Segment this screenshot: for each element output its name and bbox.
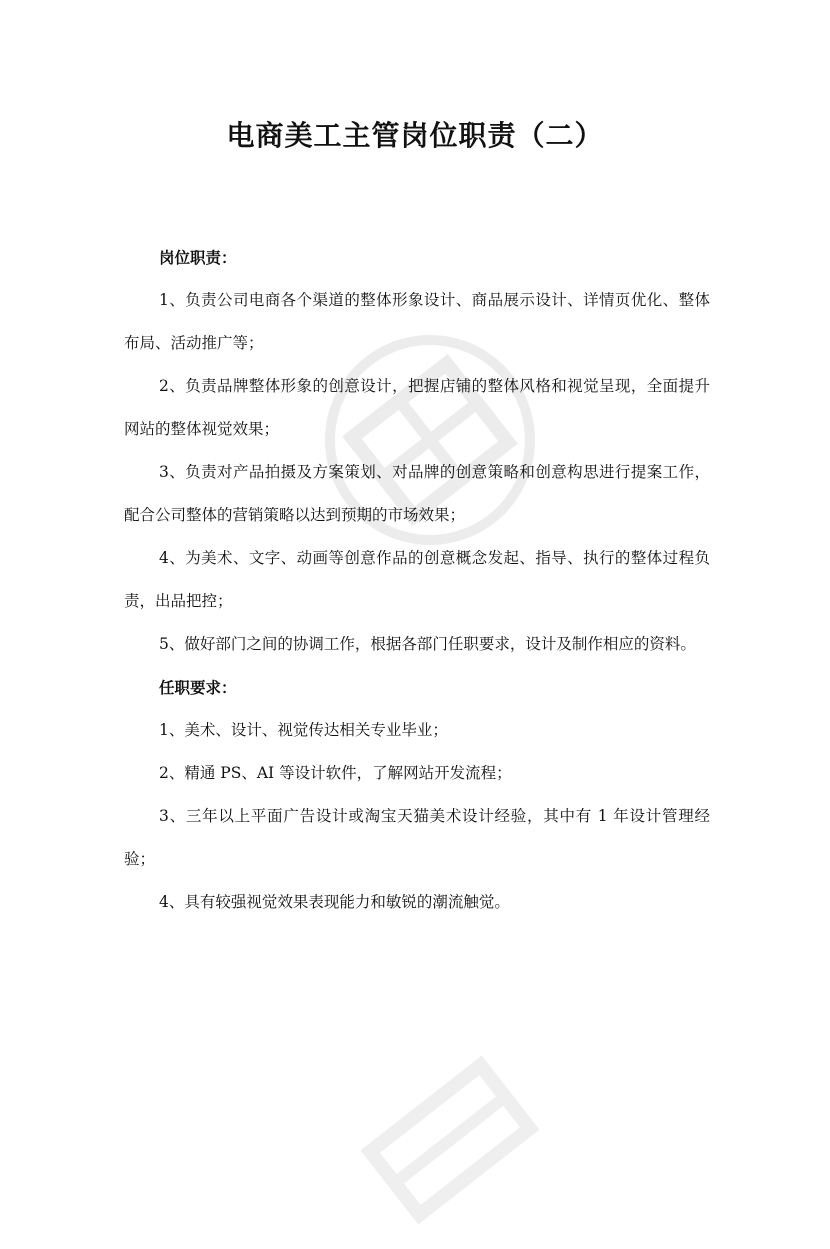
requirement-item: 2、精通 PS、AI 等设计软件，了解网站开发流程；: [159, 764, 512, 782]
section-heading-duties: 岗位职责：: [159, 248, 237, 267]
duty-item: 1、负责公司电商各个渠道的整体形象设计、商品展示设计、详情页优化、整体布局、活动推广等；: [124, 291, 710, 352]
requirement-item: 1、美术、设计、视觉传达相关专业毕业；: [159, 721, 448, 739]
watermark-logo-icon: [334, 1031, 565, 1249]
page-title: 电商美工主管岗位职责（二）: [226, 119, 604, 152]
duty-item: 3、负责对产品拍摄及方案策划、对品牌的创意策略和创意构思进行提案工作，配合公司整体的营销策略以达到预期的市场效果；: [124, 463, 710, 524]
duty-item: 4、为美术、文字、动画等创意作品的创意概念发起、指导、执行的整体过程负责，出品把控；: [124, 549, 710, 610]
duty-item: 2、负责品牌整体形象的创意设计，把握店铺的整体风格和视觉呈现，全面提升网站的整体视觉效果；: [124, 377, 710, 438]
section-heading-requirements: 任职要求：: [159, 678, 237, 697]
requirement-item: 3、三年以上平面广告设计或淘宝天猫美术设计经验，其中有 1 年设计管理经验；: [124, 807, 710, 868]
document-body: [124, 236, 710, 924]
requirement-item: 4、具有较强视觉效果表现能力和敏锐的潮流触觉。: [159, 893, 510, 911]
duty-item: 5、做好部门之间的协调工作，根据各部门任职要求，设计及制作相应的资料。: [159, 635, 696, 653]
